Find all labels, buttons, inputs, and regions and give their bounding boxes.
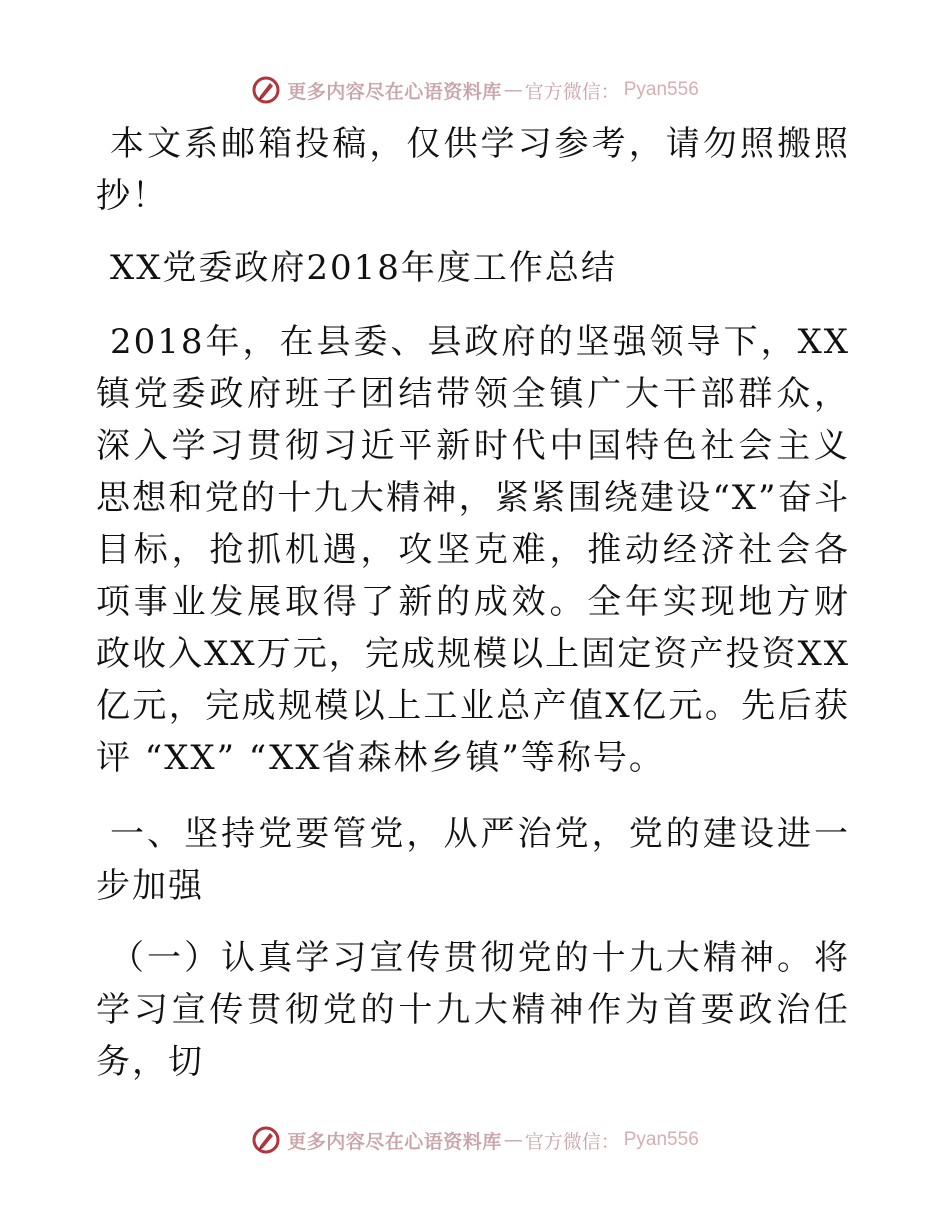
wechat-id: Pyan556 [623,1129,699,1150]
pen-logo-icon [251,1125,281,1155]
wechat-id: Pyan556 [623,79,699,100]
wechat-label: 官方微信： [524,80,620,103]
banner-dash: — [503,79,523,101]
banner-dash: — [503,1129,523,1151]
document-body [96,118,850,1112]
pen-logo-icon [251,75,281,105]
section-heading: 一、坚持党要管党，从严治党，党的建设进一步加强 [96,814,850,906]
intro-paragraph: 2018年，在县委、县政府的坚强领导下，XX镇党委政府班子团结带领全镇广大干部群众，深入学习贯彻习近平新时代中国特色社会主义思想和党的十九大精神，紧紧围绕建设“X”奋斗目标，抢抓机遇，攻坚克难，推动经济社会各项事业发展取得了新的成效。全年实现地方财政收入XX万元，完成规模以上固定资产投资XX亿元，完成规模以上工业总产值X亿元。先后获评 “XX” “XX省森林乡镇”等称号。 [96,322,850,778]
footer-watermark-banner [0,1120,950,1160]
wechat-label: 官方微信： [524,1130,620,1153]
section-paragraph: （一）认真学习宣传贯彻党的十九大精神。将学习宣传贯彻党的十九大精神作为首要政治任务，切 [96,938,850,1082]
header-watermark-banner [0,70,950,110]
site-name-text: 更多内容尽在心语资料库 [287,1130,502,1153]
document-title: XX党委政府2018年度工作总结 [110,248,617,288]
site-name-text: 更多内容尽在心语资料库 [287,80,502,103]
notice-paragraph: 本文系邮箱投稿，仅供学习参考，请勿照搬照抄！ [96,124,850,216]
